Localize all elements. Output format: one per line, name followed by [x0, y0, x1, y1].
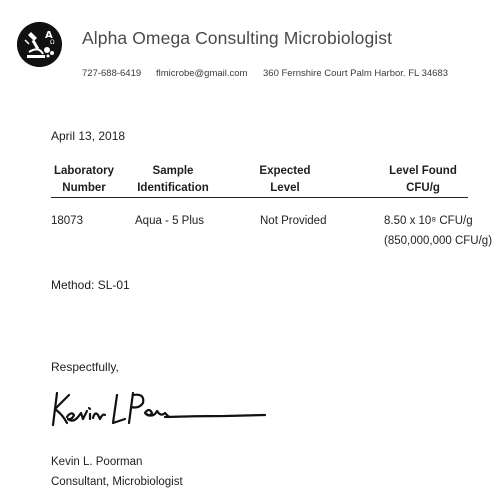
microscope-icon: [17, 22, 62, 67]
phone-number: 727-688-6419: [82, 68, 142, 79]
level-found-scientific: 8.50 x 10⁸ CFU/g: [384, 215, 473, 227]
handwritten-signature: [45, 387, 270, 432]
company-name: Alpha Omega Consulting Microbiologist: [82, 28, 393, 48]
header-level-found: Level Found CFU/g: [389, 165, 457, 194]
logo-omega: Ω: [50, 39, 55, 46]
letter-date: April 13, 2018: [51, 129, 126, 143]
cell-level-found: [384, 211, 492, 251]
email-address: flmicrobe@gmail.com: [156, 68, 248, 79]
street-address: 360 Fernshire Court Palm Harbor. FL 34683: [263, 68, 448, 79]
logo-letter: A: [45, 30, 53, 41]
closing-salutation: Respectfully,: [51, 360, 119, 374]
method-line: Method: SL-01: [51, 278, 130, 292]
level-found-expanded: (850,000,000 CFU/g): [384, 235, 493, 247]
signer-name: Kevin L. Poorman: [51, 456, 143, 468]
signer-title: Consultant, Microbiologist: [51, 476, 183, 488]
cell-sample-id: Aqua - 5 Plus: [135, 215, 205, 227]
company-logo: [17, 22, 62, 67]
cell-lab-number: 18073: [51, 215, 83, 227]
cell-expected-level: Not Provided: [260, 215, 327, 227]
header-sample-identification: Sample Identification: [137, 165, 209, 194]
table-header-rule: [51, 197, 468, 198]
header-lab-number: Laboratory Number: [53, 165, 115, 194]
header-expected-level: Expected Level: [259, 165, 311, 194]
